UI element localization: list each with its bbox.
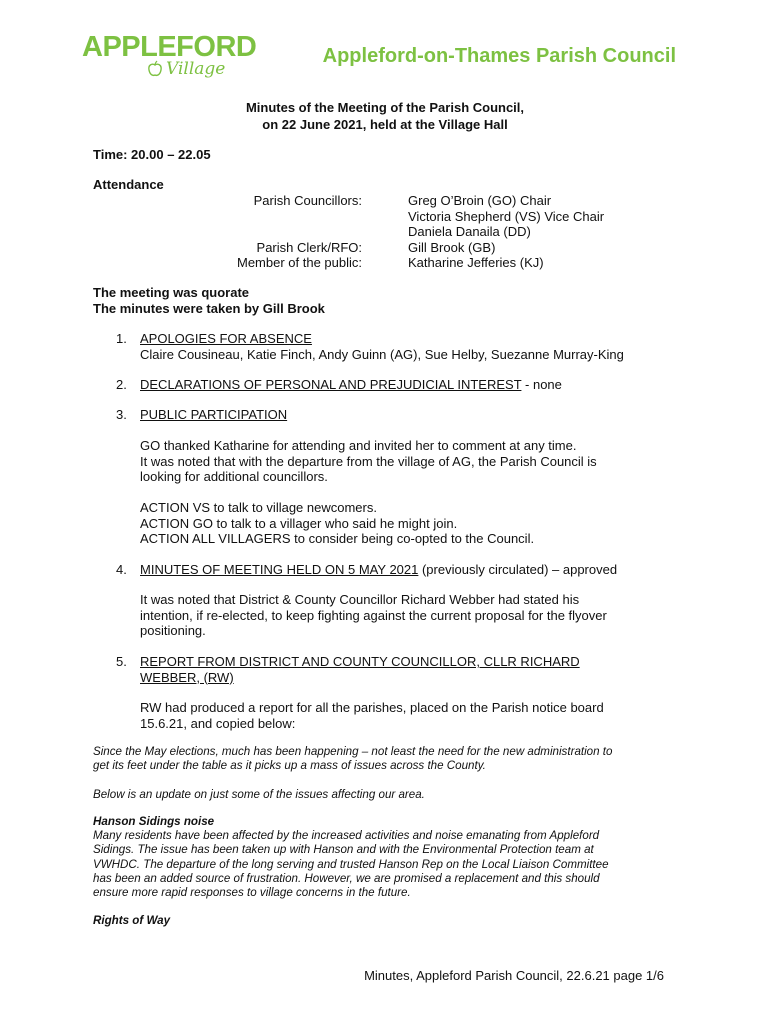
- minutes-taker-note: The minutes were taken by Gill Brook: [93, 300, 325, 316]
- item-number: 5.: [116, 654, 127, 669]
- apologies-list: Claire Cousineau, Katie Finch, Andy Guinn (AG), Sue Helby, Suezanne Murray-King: [140, 346, 624, 362]
- declarations-outcome: - none: [521, 377, 562, 392]
- item-title-declarations: DECLARATIONS OF PERSONAL AND PREJUDICIAL INTEREST: [140, 377, 522, 392]
- item-declarations: [140, 377, 562, 393]
- logo-subtitle: Village: [166, 59, 226, 79]
- minutes-heading: [0, 99, 770, 133]
- report-line: has been an added source of frustration. However, we are promised a replacement and this should: [93, 871, 600, 885]
- report-line: VWHDC. The departure of the long serving and trusted Hanson Rep on the Local Liaison Committee: [93, 857, 609, 871]
- paragraph-line: 15.6.21, and copied below:: [140, 715, 296, 731]
- previous-minutes-outcome: (previously circulated) – approved: [418, 562, 618, 577]
- attendee-1: Greg O’Broin (GO) Chair: [408, 193, 552, 208]
- report-line: Many residents have been affected by the increased activities and noise emanating from Appleford: [93, 829, 600, 843]
- action-line: ACTION ALL VILLAGERS to consider being co-opted to the Council.: [140, 531, 535, 546]
- apple-icon: [146, 60, 164, 78]
- public-label: Member of the public:: [236, 255, 362, 270]
- action-line: ACTION GO to talk to a villager who said he might join.: [140, 515, 458, 531]
- item-title-previous-minutes: MINUTES OF MEETING HELD ON 5 MAY 2021: [140, 562, 419, 577]
- report-line: Below is an update on just some of the issues affecting our area.: [93, 788, 425, 801]
- item-previous-minutes: [140, 562, 617, 578]
- attendee-2: Victoria Shepherd (VS) Vice Chair: [408, 208, 605, 224]
- report-line: Sidings. The issue has been taken up with Hanson and with the Environmental Protection team at: [93, 843, 594, 857]
- report-line: get its feet under the table as it picks up a mass of issues across the County.: [93, 759, 486, 773]
- appleford-village-logo: [82, 31, 257, 88]
- paragraph-line: RW had produced a report for all the parishes, placed on the Parish notice board: [140, 700, 604, 715]
- attendance-title: Attendance: [93, 177, 164, 192]
- meeting-time: Time: 20.00 – 22.05: [93, 147, 211, 162]
- item-number: 4.: [116, 562, 127, 577]
- item-title-report-line-1: REPORT FROM DISTRICT AND COUNTY COUNCILLOR, CLLR RICHARD: [140, 654, 580, 669]
- item-number: 1.: [116, 331, 127, 346]
- report-line: Since the May elections, much has been happening – not least the need for the new administration to: [93, 745, 613, 758]
- quorate-note: The meeting was quorate: [93, 285, 250, 300]
- public-name: Katharine Jefferies (KJ): [408, 255, 544, 270]
- paragraph-line: looking for additional councillors.: [140, 469, 328, 484]
- heading-line-1: Minutes of the Meeting of the Parish Council,: [245, 100, 525, 115]
- heading-line-2: on 22 June 2021, held at the Village Hall: [262, 117, 508, 132]
- report-subheading-hanson: Hanson Sidings noise: [93, 815, 215, 828]
- paragraph-line: intention, if re-elected, to keep fighting against the current proposal for the flyover: [140, 607, 607, 623]
- paragraph-line: It was noted that District & County Councillor Richard Webber had stated his: [140, 592, 580, 607]
- item-number: 3.: [116, 407, 127, 422]
- clerk-label: Parish Clerk/RFO:: [256, 239, 362, 255]
- report-subheading-rights-of-way: Rights of Way: [93, 914, 171, 927]
- councillors-label: Parish Councillors:: [253, 193, 362, 208]
- attendee-3: Daniela Danaila (DD): [408, 224, 531, 239]
- paragraph-line: GO thanked Katharine for attending and invited her to comment at any time.: [140, 438, 577, 453]
- item-title-public-participation: PUBLIC PARTICIPATION: [140, 407, 288, 422]
- item-number: 2.: [116, 377, 127, 392]
- item-title-report-line-2: WEBBER, (RW): [140, 669, 234, 685]
- page-footer: Minutes, Appleford Parish Council, 22.6.21 page 1/6: [364, 968, 664, 983]
- paragraph-line: positioning.: [140, 623, 206, 638]
- council-title: Appleford-on-Thames Parish Council: [322, 45, 676, 67]
- action-line: ACTION VS to talk to village newcomers.: [140, 500, 377, 515]
- paragraph-line: It was noted that with the departure from the village of AG, the Parish Council is: [140, 453, 597, 469]
- clerk-name: Gill Brook (GB): [408, 239, 496, 255]
- item-title-apologies: APOLOGIES FOR ABSENCE: [140, 331, 312, 346]
- report-line: ensure more rapid responses to village concerns in the future.: [93, 886, 411, 899]
- logo-wordmark: APPLEFORD: [82, 31, 257, 63]
